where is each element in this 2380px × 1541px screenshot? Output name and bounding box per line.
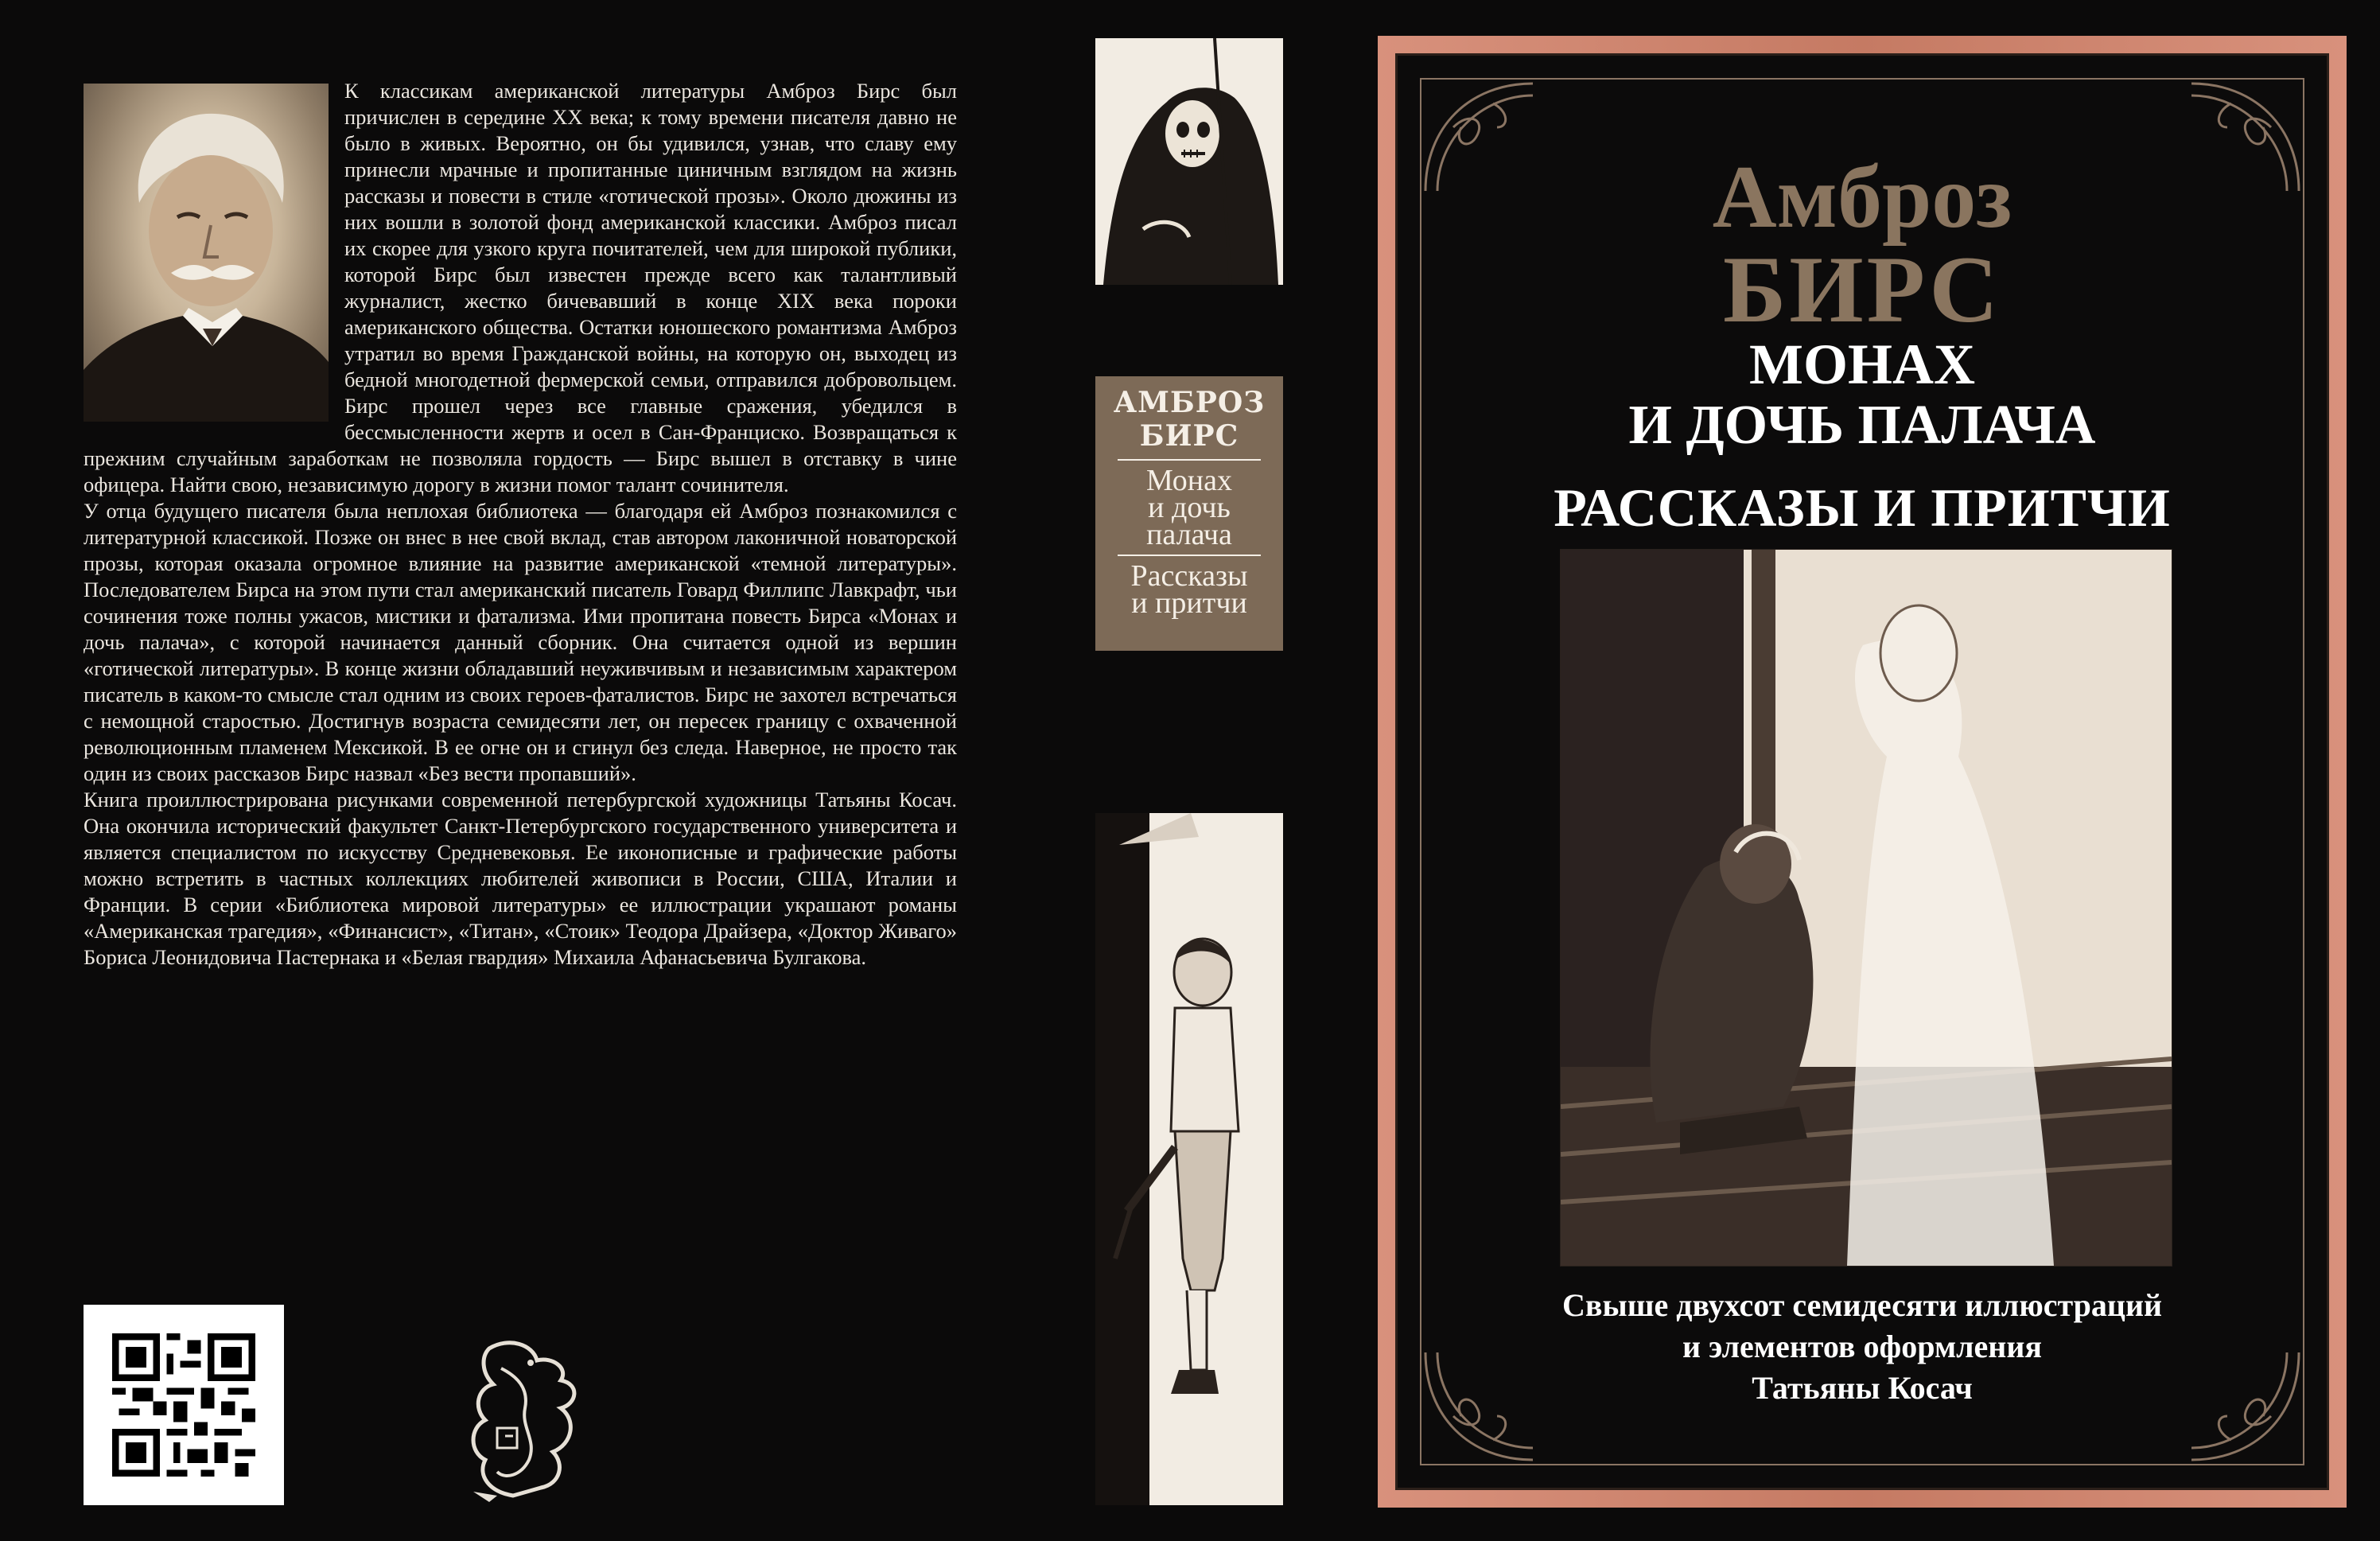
front-title-line-2: И ДОЧЬ ПАЛАЧА — [1628, 395, 2096, 456]
front-cover-panel — [1395, 53, 2329, 1490]
spine-divider — [1118, 555, 1261, 556]
spine-divider — [1118, 459, 1261, 461]
front-cover — [1378, 36, 2347, 1508]
spine-boy-illustration — [1095, 813, 1283, 1505]
spine-title-line-1: Монах — [1145, 464, 1233, 497]
front-title-line-1: МОНАХ — [1749, 333, 1975, 396]
book-spine — [1058, 0, 1320, 1541]
bio-paragraph-2: У отца будущего писателя была неплохая библиотека — благодаря ей Амброз познакомился с литературной классикой. Позже он внес в нее свой вклад, став автором лаконичной новаторской прозы, которая оказала огромное влияние на развитие американской «темной литературы». Последователем Бирса на этом пути стал американский писатель Говард Филлипс Лавкрафт, чьи сочинения тоже полны ужасов, мистики и фатализма. Ими пропитана повесть Бирса «Монах и дочь палача», с которой начинается данный сборник. Она считается одной из вершин «готической литературы». В конце жизни обладавший неуживчивым и независимым характером писатель в каком-то смысле стал одним из своих героев-фаталистов. Бирс не захотел встречаться с немощной старостью. Достигнув возраста семидесяти лет, он пересек границу с охваченной революционным пламенем Мексикой. В ее огне он и сгинул без следа. Наверное, не просто так один из своих рассказов Бирс назвал «Без вести пропавший». — [84, 499, 957, 785]
credit-line-2: и элементов оформления — [1682, 1329, 2043, 1364]
monk-and-ghost-drawing — [1561, 550, 2172, 1266]
illustration-credit — [1398, 1285, 2327, 1409]
spine-title-panel — [1095, 376, 1283, 651]
bio-paragraph-3: Книга проиллюстрирована рисунками современной петербургской художницы Татьяны Косач. Она окончила исторический факультет Санкт-Петербургского государственного университета и является специалистом по искусству Средневековья. Ее иконописные и графические работы можно встретить в частных коллекциях любителей живописи в России, США, Италии и Франции. В серии «Библиотека мировой литературы» ее иллюстрации украшают романы «Американская трагедия», «Финансист», «Титан», «Стоик» Теодора Драйзера, «Доктор Живаго» Бориса Леонидовича Пастернака и «Белая гвардия» Михаила Афанасьевича Булгакова. — [84, 788, 957, 969]
spine-title-line-3: палача — [1146, 518, 1232, 551]
credit-line-3: Татьяны Косач — [1752, 1370, 1973, 1406]
front-subtitle: РАССКАЗЫ И ПРИТЧИ — [1554, 477, 2171, 538]
qr-code-pattern — [112, 1333, 255, 1477]
spine-reaper-illustration — [1095, 38, 1283, 285]
front-author-first-name: Амброз — [1712, 148, 2012, 247]
spine-subtitle-line-1: Рассказы — [1130, 559, 1248, 593]
author-biography — [84, 78, 957, 971]
credit-line-1: Свыше двухсот семидесяти иллюстраций — [1561, 1287, 2163, 1323]
publisher-dragon-logo — [441, 1333, 601, 1504]
back-cover — [0, 0, 1058, 1541]
spine-author-first-name: АМБРОЗ — [1113, 386, 1266, 419]
spine-author-last-name: БИРС — [1139, 419, 1239, 453]
qr-code[interactable] — [84, 1305, 284, 1505]
front-cover-illustration — [1560, 549, 2172, 1267]
bio-paragraph-1: К классикам американской литературы Амброз Бирс был причислен в середине XX века; к тому времени писателя давно не было в живых. Вероятно, он бы удивился, узнав, что славу ему принесли мрачные и пропитанные циничным взглядом на жизнь рассказы и повести в стиле «готической прозы». Около дюжины из них вошли в золотой фонд американской классики. Амброз писал их скорее для узкого круга почитателей, чем для широкой публики, которой Бирс был известен прежде всего как талантливый журналист, жестко бичевавший в конце XIX века пороки американского общества. Остатки юношеского романтизма Амброз утратил во время Гражданской войны, на которую он, выходец из бедной многодетной фермерской семьи, отправился добровольцем. Бирс прошел через все главные сражения, убедился в бессмысленности жертв и осел в Сан-Франциско. Возвращаться к прежним случайным заработкам не позволяла гордость — Бирс вышел в отставку в чине офицера. Найти свою, независимую дорогу в жизни помог талант сочинителя. — [84, 79, 957, 496]
spine-subtitle-line-2: и притчи — [1131, 586, 1247, 620]
spine-title-line-2: и дочь — [1148, 491, 1231, 524]
front-author-last-name: БИРС — [1722, 236, 2002, 342]
